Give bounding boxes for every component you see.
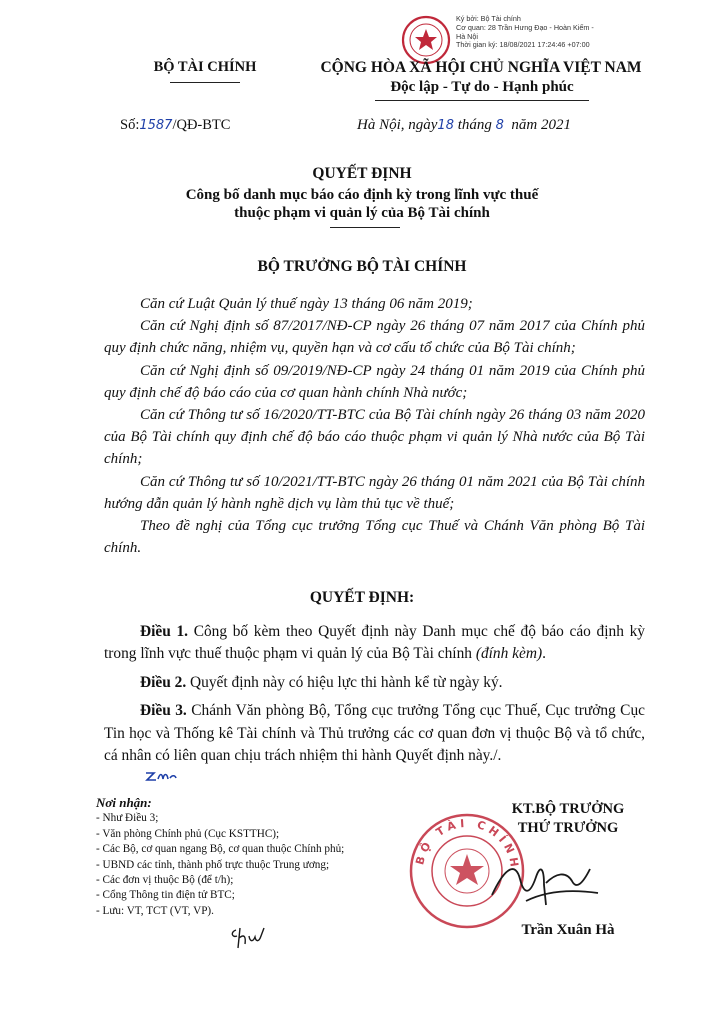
recipient-item: - Lưu: VT, TCT (VT, VP).	[96, 904, 214, 917]
preamble	[104, 293, 645, 559]
recipient-item: - UBND các tỉnh, thành phố trực thuộc Trung ương;	[96, 858, 330, 871]
recipient-item: - Các đơn vị thuộc Bộ (để t/h);	[96, 874, 234, 887]
recipients-list	[96, 795, 416, 919]
preamble-clause: Căn cứ Luật Quản lý thuế ngày 13 tháng 06 năm 2019;	[140, 296, 473, 312]
article-3-label: Điều 3.	[140, 702, 187, 720]
recipient-item: - Cổng Thông tin điện tử BTC;	[96, 889, 235, 902]
document-number	[120, 117, 230, 134]
seal-text: BỘ TÀI CHÍNH	[413, 816, 522, 872]
decision-heading: QUYẾT ĐỊNH	[312, 165, 412, 182]
signature-agency-line2: Hà Nội	[456, 31, 478, 41]
article-1-end: .	[542, 645, 546, 663]
article-2-text: Quyết định này có hiệu lực thi hành kể từ ngày ký.	[190, 673, 503, 691]
articles	[104, 621, 645, 773]
initial-mark-icon	[144, 770, 178, 782]
national-title: CỘNG HÒA XÃ HỘI CHỦ NGHĨA VIỆT NAM	[320, 59, 642, 76]
preamble-clause: Căn cứ Nghị định số 09/2019/NĐ-CP ngày 24 tháng 01 năm 2019 của Chính phủ quy định chế độ báo cáo của cơ quan hành chính Nhà nước;	[104, 362, 645, 401]
article-1-label: Điều 1.	[140, 623, 188, 640]
signature-signer: Ký bởi: Bộ Tài chính	[456, 14, 521, 23]
article-3	[104, 700, 645, 767]
signer-position-line2: THỨ TRƯỞNG	[517, 820, 619, 836]
signature-agency-line1: Cơ quan: 28 Trần Hưng Đạo - Hoàn Kiếm -	[456, 22, 594, 32]
handwritten-initials-icon	[228, 924, 274, 952]
year-label: năm 2021	[511, 117, 572, 133]
recipient-item: - Văn phòng Chính phủ (Cục KSTTHC);	[96, 827, 280, 840]
decides-heading: QUYẾT ĐỊNH:	[309, 589, 415, 606]
preamble-clause: Căn cứ Thông tư số 16/2020/TT-BTC của Bộ Tài chính ngày 26 tháng 03 năm 2020 của Bộ Tài chính quy định chế độ báo cáo thuộc phạm vi quản lý Nhà nước của Bộ Tài chính;	[104, 407, 645, 468]
preamble-clause: Theo đề nghị của Tổng cục trưởng Tổng cục Thuế và Chánh Văn phòng Bộ Tài chính.	[104, 518, 645, 557]
handwritten-signature-icon	[486, 855, 606, 915]
place-date-prefix: Hà Nội, ngày	[357, 117, 438, 133]
issuing-authority: BỘ TRƯỞNG BỘ TÀI CHÍNH	[257, 258, 467, 275]
title-divider	[330, 227, 400, 228]
decision-subtitle-line1: Công bố danh mục báo cáo định kỳ trong lĩnh vực thuế	[185, 187, 539, 203]
national-motto: Độc lập - Tự do - Hạnh phúc	[390, 79, 574, 95]
signer-name: Trần Xuân Hà	[521, 922, 615, 938]
article-2-label: Điều 2.	[140, 673, 187, 691]
place-and-date	[357, 117, 571, 134]
recipient-item: - Các Bộ, cơ quan ngang Bộ, cơ quan thuộc Chính phủ;	[96, 843, 345, 856]
digital-signature-info	[456, 15, 720, 50]
recipient-item: - Như Điều 3;	[96, 812, 159, 825]
article-2	[104, 672, 645, 694]
month-handwritten: 8	[495, 118, 504, 133]
day-handwritten: 18	[437, 118, 454, 133]
signer-position-line1: KT.BỘ TRƯỞNG	[511, 801, 625, 817]
article-1-text: Công bố kèm theo Quyết định này Danh mục chế độ báo cáo định kỳ trong lĩnh vực thuế thuộc phạm vi quản lý của Bộ Tài chính	[104, 623, 645, 663]
recipients-heading: Nơi nhận:	[96, 795, 152, 810]
issuing-agency: BỘ TÀI CHÍNH	[153, 59, 257, 75]
article-1	[104, 621, 645, 666]
doc-number-prefix: Số:	[120, 117, 140, 133]
preamble-clause: Căn cứ Nghị định số 87/2017/NĐ-CP ngày 26 tháng 07 năm 2017 của Chính phủ quy định chức năng, nhiệm vụ, quyền hạn và cơ cấu tổ chức của Bộ Tài chính;	[104, 318, 645, 357]
motto-divider	[375, 100, 589, 101]
article-1-note: (đính kèm)	[475, 645, 543, 663]
doc-number-handwritten: 1587	[139, 118, 173, 133]
doc-number-suffix: /QĐ-BTC	[172, 117, 231, 133]
agency-divider	[170, 82, 240, 83]
decision-subtitle-line2: thuộc phạm vi quản lý của Bộ Tài chính	[234, 205, 490, 221]
article-3-text: Chánh Văn phòng Bộ, Tổng cục trưởng Tổng cục Thuế, Cục trưởng Cục Tin học và Thống kê Tài chính và Thủ trưởng các cơ quan đơn vị thuộc Bộ và tổ chức, cá nhân có liên quan chịu trách nhiệm thi hành Quyết định này./.	[104, 702, 645, 765]
month-label: tháng	[457, 117, 492, 133]
signer-position	[493, 800, 643, 838]
preamble-clause: Căn cứ Thông tư số 10/2021/TT-BTC ngày 26 tháng 01 năm 2021 của Bộ Tài chính hướng dẫn quản lý hành nghề dịch vụ làm thủ tục về thuế;	[104, 473, 645, 512]
signature-time: Thời gian ký: 18/08/2021 17:24:46 +07:00	[456, 40, 590, 50]
